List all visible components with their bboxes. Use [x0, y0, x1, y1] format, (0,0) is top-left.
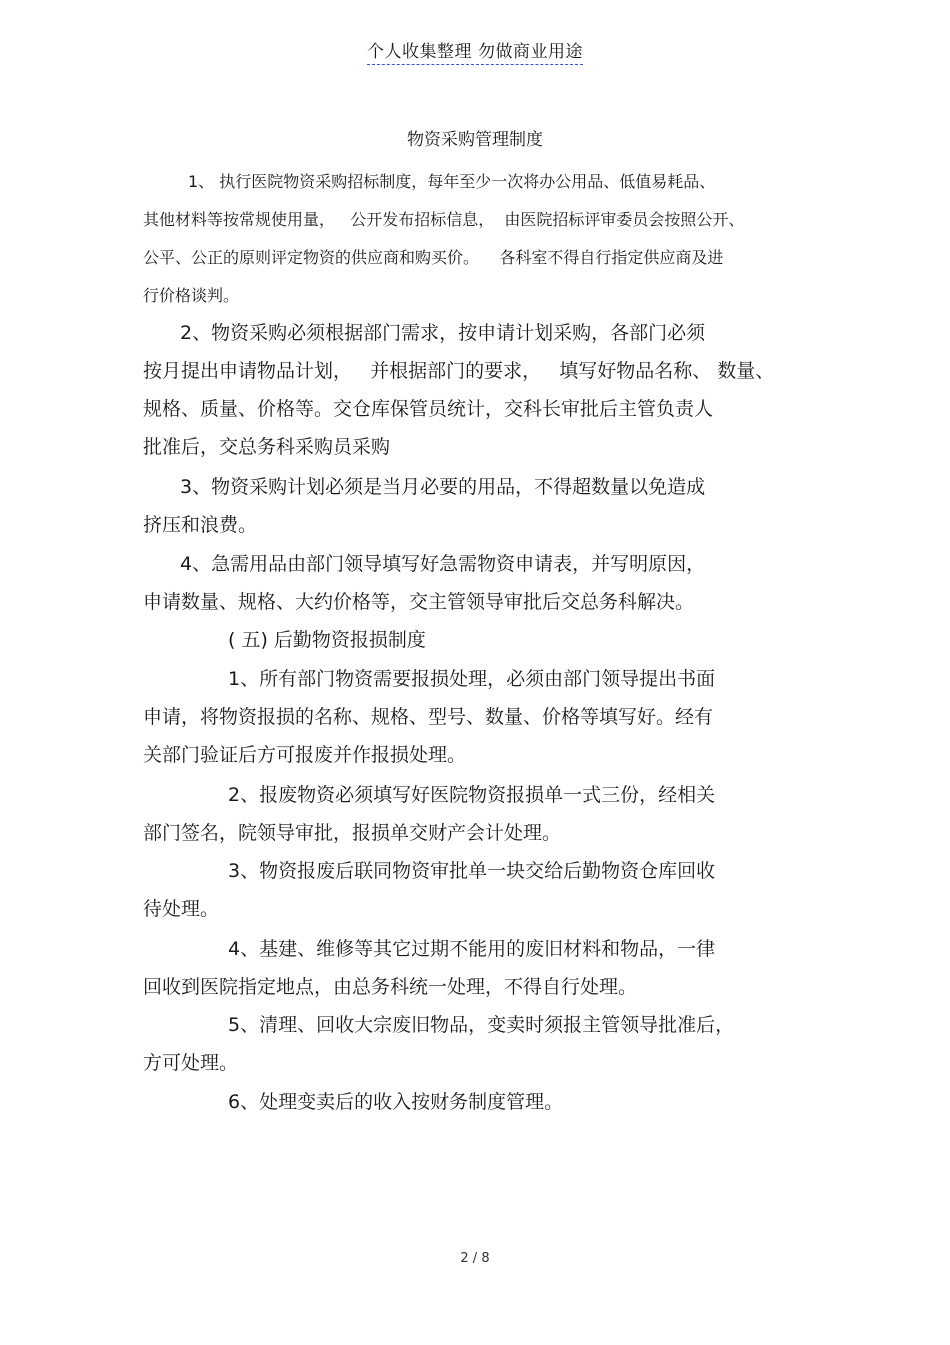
body-line: 方可处理。 [143, 1052, 239, 1074]
body-line: 挤压和浪费。 [143, 514, 258, 536]
body-line: 1、所有部门物资需要报损处理，必须由部门领导提出书面 [228, 668, 716, 690]
body-line: 待处理。 [143, 898, 220, 920]
body-line: 1、 执行医院物资采购招标制度，每年至少一次将办公用品、低值易耗品、 [188, 172, 716, 191]
body-line: 批准后，交总务科采购员采购 [143, 436, 391, 458]
document-title: 物资采购管理制度 [407, 130, 543, 150]
body-line: 4、基建、维修等其它过期不能用的废旧材料和物品，一律 [228, 938, 716, 960]
body-line: 公平、公正的原则评定物资的供应商和购买价。 各科室不得自行指定供应商及进 [143, 248, 724, 267]
body-line: 规格、质量、价格等。交仓库保管员统计，交科长审批后主管负责人 [143, 398, 714, 420]
body-line: 行价格谈判。 [143, 286, 240, 305]
header-note-text: 个人收集整理 勿做商业用途 [367, 42, 583, 65]
body-line: 关部门验证后方可报废并作报损处理。 [143, 744, 467, 766]
section-heading: ( 五) 后勤物资报损制度 [228, 629, 426, 651]
body-line: 回收到医院指定地点，由总务科统一处理，不得自行处理。 [143, 976, 638, 998]
body-line: 其他材料等按常规使用量， 公开发布招标信息， 由医院招标评审委员会按照公开、 [143, 210, 745, 229]
body-line: 部门签名，院领导审批，报损单交财产会计处理。 [143, 822, 562, 844]
body-line: 3、物资采购计划必须是当月必要的用品，不得超数量以免造成 [180, 476, 706, 498]
body-line: 按月提出申请物品计划， 并根据部门的要求， 填写好物品名称、 数量、 [143, 360, 775, 382]
page-number: 2 / 8 [460, 1251, 490, 1266]
body-line: 6、处理变卖后的收入按财务制度管理。 [228, 1091, 564, 1113]
body-line: 5、清理、回收大宗废旧物品，变卖时须报主管领导批准后， [228, 1014, 735, 1036]
body-line: 4、急需用品由部门领导填写好急需物资申请表，并写明原因， [180, 553, 706, 575]
body-line: 2、报废物资必须填写好医院物资报损单一式三份，经相关 [228, 784, 716, 806]
body-line: 申请，将物资报损的名称、规格、型号、数量、价格等填写好。经有 [143, 706, 714, 728]
header-note [0, 40, 950, 64]
body-line: 2、物资采购必须根据部门需求，按申请计划采购，各部门必须 [180, 322, 706, 344]
body-line: 3、物资报废后联同物资审批单一块交给后勤物资仓库回收 [228, 860, 716, 882]
body-line: 申请数量、规格、大约价格等，交主管领导审批后交总务科解决。 [143, 591, 695, 613]
